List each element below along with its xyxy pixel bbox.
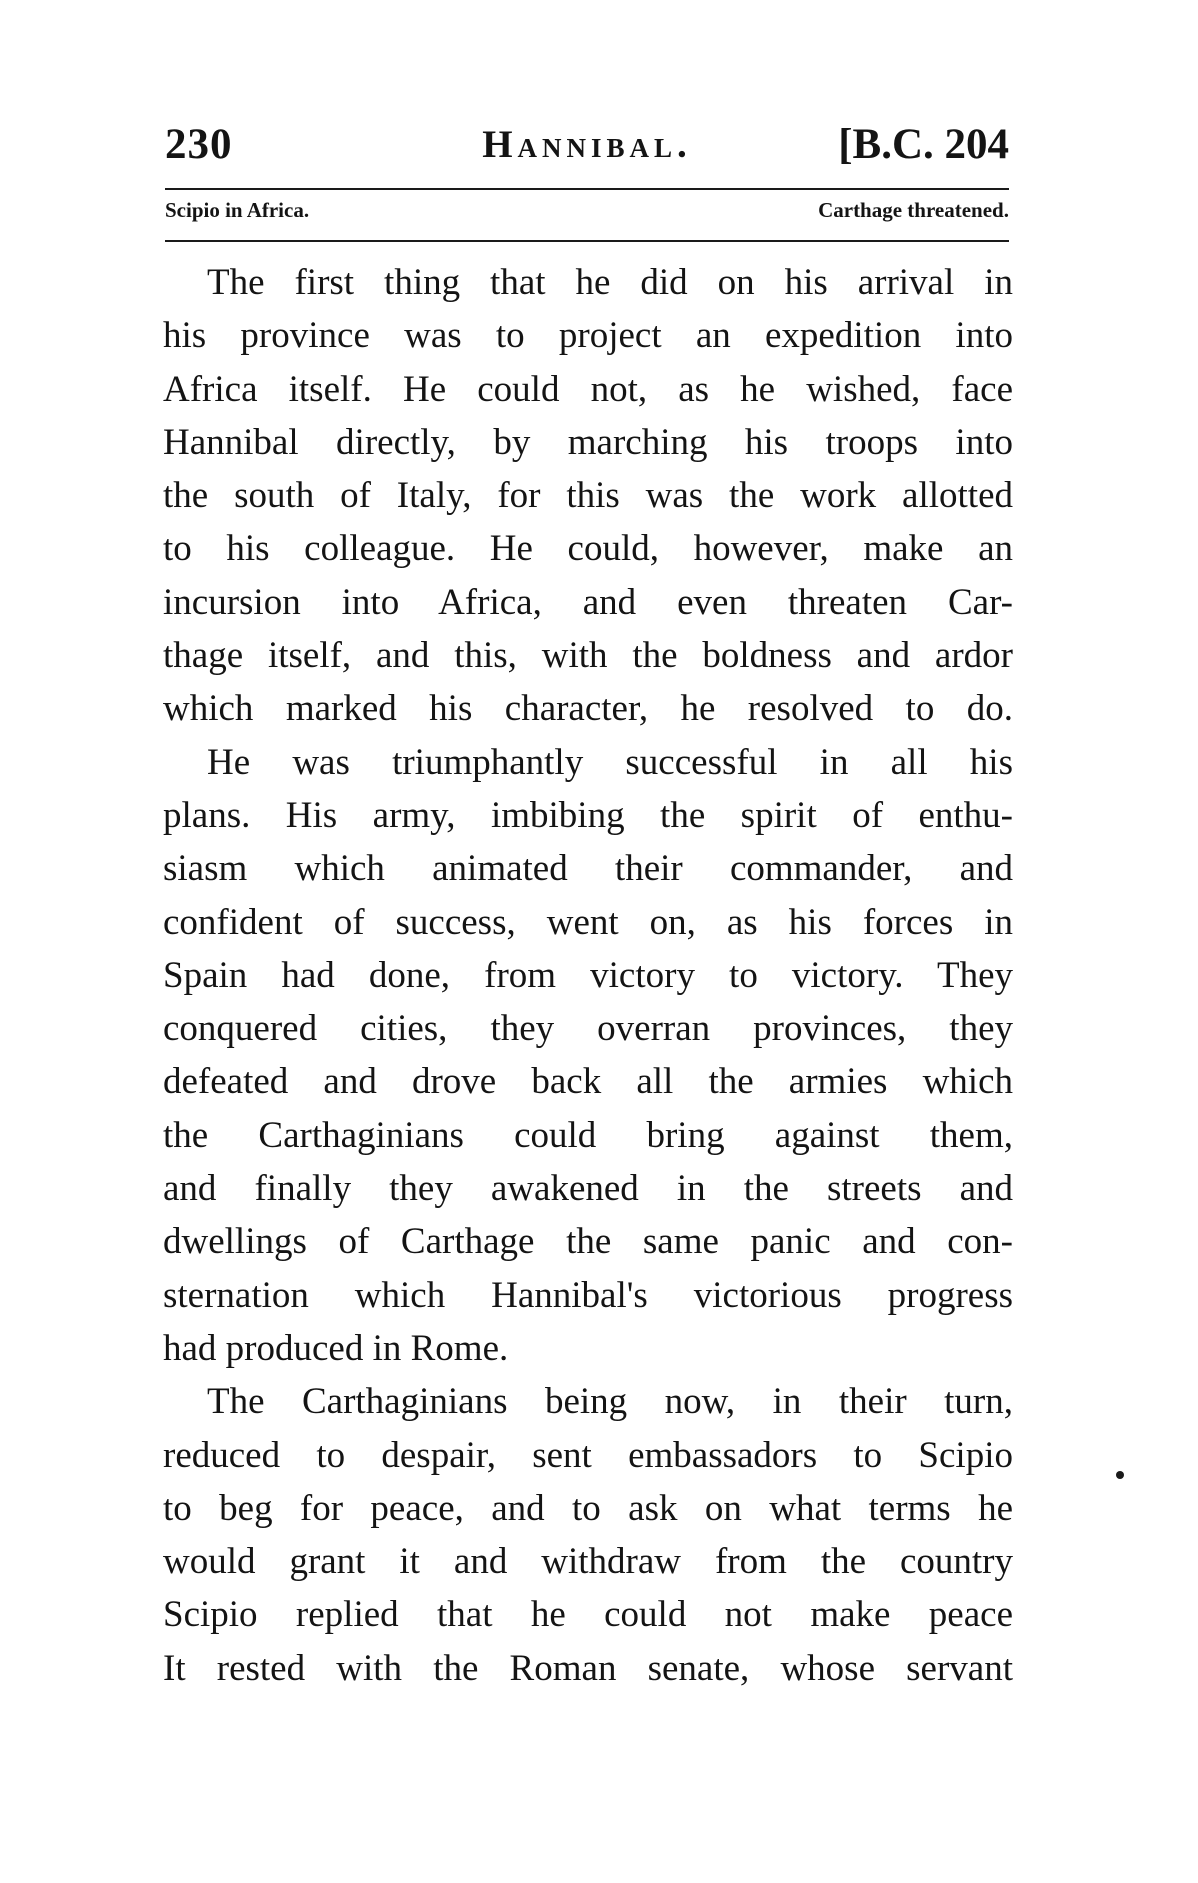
- text-line: incursion into Africa, and even threaten Car-: [163, 581, 1013, 623]
- paragraph-3: [163, 1375, 1013, 1695]
- page-number: 230: [165, 121, 233, 168]
- text-line: conquered cities, they overran provinces, they: [163, 1008, 1013, 1050]
- paragraph-1: [163, 256, 1013, 736]
- text-line: the south of Italy, for this was the work allotted: [163, 475, 1013, 517]
- text-line: to his colleague. He could, however, make an: [163, 528, 1013, 570]
- book-title: Hannibal.: [482, 123, 692, 166]
- paragraph-2: [163, 736, 1013, 1376]
- header-rule-bottom: [165, 240, 1009, 242]
- text-line: siasm which animated their commander, and: [163, 848, 1013, 890]
- text-line: He was triumphantly successful in all his: [207, 741, 1013, 783]
- text-line: Hannibal directly, by marching his troops into: [163, 421, 1013, 463]
- text-line: would grant it and withdraw from the country: [163, 1541, 1013, 1583]
- text-line: Spain had done, from victory to victory. They: [163, 954, 1013, 996]
- date-reference: [B.C. 204: [838, 121, 1009, 168]
- header-rule-top: [165, 188, 1009, 190]
- text-line: to beg for peace, and to ask on what terms he: [163, 1487, 1013, 1529]
- body-text: [163, 256, 1013, 1695]
- sidenote-left: Scipio in Africa.: [165, 198, 310, 222]
- text-line: plans. His army, imbibing the spirit of enthu-: [163, 794, 1013, 836]
- text-line: The Carthaginians being now, in their turn,: [207, 1381, 1013, 1423]
- text-line: which marked his character, he resolved to do.: [163, 688, 1013, 730]
- text-line: and finally they awakened in the streets and: [163, 1168, 1013, 1210]
- running-head: [165, 120, 1009, 180]
- text-line: sternation which Hannibal's victorious progress: [163, 1274, 1013, 1316]
- text-line: defeated and drove back all the armies which: [163, 1061, 1013, 1103]
- text-line: reduced to despair, sent embassadors to Scipio: [163, 1434, 1013, 1476]
- text-line: confident of success, went on, as his forces in: [163, 901, 1013, 943]
- text-line: Africa itself. He could not, as he wished, face: [163, 368, 1013, 410]
- text-line: the Carthaginians could bring against them,: [163, 1114, 1013, 1156]
- text-line: Scipio replied that he could not make peace: [163, 1594, 1013, 1636]
- text-line: had produced in Rome.: [163, 1327, 509, 1369]
- text-line: The first thing that he did on his arrival in: [207, 262, 1013, 303]
- ink-speck: [1116, 1471, 1124, 1479]
- text-line: thage itself, and this, with the boldness and ardor: [163, 635, 1013, 677]
- text-line: his province was to project an expedition into: [163, 315, 1013, 357]
- sidenote-right: Carthage threatened.: [818, 198, 1009, 222]
- text-line: It rested with the Roman senate, whose servant: [163, 1647, 1013, 1689]
- text-line: dwellings of Carthage the same panic and con-: [163, 1221, 1013, 1263]
